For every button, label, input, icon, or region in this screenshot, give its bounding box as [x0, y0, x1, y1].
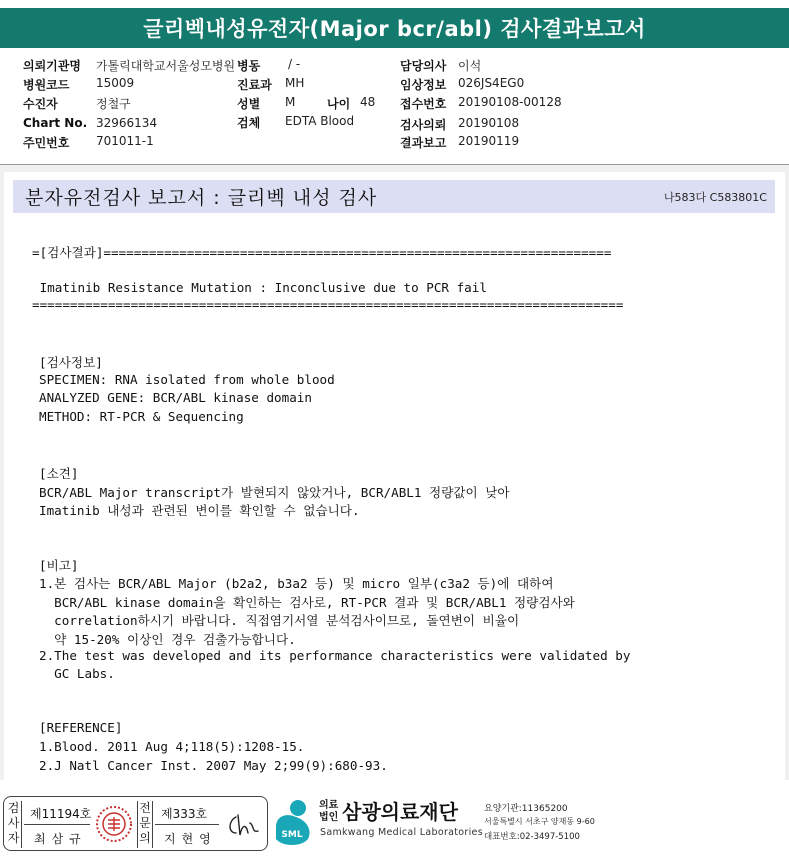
- note-line-4: 약 15-20% 이상인 경우 검출가능합니다.: [39, 632, 296, 647]
- finding-line-1: BCR/ABL Major transcript가 발현되지 않았거나, BCR/ABL1 정량값이 낮아: [39, 485, 510, 500]
- report-date-value: 20190119: [458, 134, 520, 148]
- doctor-label: 담당의사: [400, 59, 447, 73]
- note-line-3: correlation하시기 바랍니다. 직접염기서열 분석검사이므로, 돌연변이 비율이: [39, 613, 520, 628]
- org-prefix-top: 의료: [319, 800, 339, 811]
- institution-number: 요양기관:11365200: [484, 804, 568, 814]
- id-label: 주민번호: [23, 136, 70, 150]
- ward-label: 병동: [237, 59, 261, 73]
- org-name-english: Samkwang Medical Laboratories: [320, 827, 483, 838]
- age-label: 나이: [327, 97, 351, 111]
- info-header: [검사정보]: [39, 355, 103, 370]
- org-prefix-bottom: 법인: [319, 812, 339, 823]
- clinical-label: 임상정보: [400, 78, 447, 92]
- confirmer-name: 지현영: [164, 832, 217, 846]
- tester-name: 최삼규: [34, 832, 87, 846]
- specimen-value: EDTA Blood: [285, 114, 355, 128]
- confirmer-license: 제333호: [161, 807, 208, 821]
- hospital-code-value: 15009: [96, 76, 135, 90]
- sml-logo-icon: [272, 799, 314, 847]
- ward-value: / -: [288, 57, 301, 71]
- info-line-1: SPECIMEN: RNA isolated from whole blood: [39, 372, 335, 387]
- finding-header: [소견]: [39, 466, 79, 481]
- phone: 대표번호:02-3497-5100: [484, 832, 580, 842]
- reference-line-2: 2.J Natl Cancer Inst. 2007 May 2;99(9):680-93.: [39, 758, 388, 773]
- confirmer-label: 전문의: [137, 801, 153, 848]
- result-header: =[검사결과]===================================================================: [32, 245, 612, 260]
- receipt-label: 접수번호: [400, 97, 447, 111]
- report-date-label: 결과보고: [400, 136, 447, 150]
- age-value: 48: [360, 95, 376, 109]
- request-label: 검사의뢰: [400, 118, 447, 132]
- finding-line-2: Imatinib 내성과 관련된 변이를 확인할 수 없습니다.: [39, 503, 360, 518]
- institution-label: 의뢰기관명: [23, 59, 81, 73]
- sex-value: M: [285, 95, 296, 109]
- patient-info: [0, 55, 789, 155]
- dept-label: 진료과: [237, 78, 272, 92]
- section-title: 분자유전검사 보고서 : 글리벡 내성 검사: [25, 187, 378, 209]
- tester-label: 검사자: [6, 801, 22, 848]
- signature-box: [3, 796, 268, 851]
- name-label: 수진자: [23, 97, 58, 111]
- seal-stamp-icon: [92, 803, 136, 845]
- hospital-code-label: 병원코드: [23, 78, 70, 92]
- institution-value: 가톨릭대학교서울성모병원: [96, 59, 236, 73]
- result-rule: ==============================================================================: [32, 297, 624, 312]
- section-code: 나583다 C583801C: [663, 190, 767, 204]
- request-value: 20190108: [458, 116, 520, 130]
- chart-value: 32966134: [96, 116, 158, 130]
- info-line-2: ANALYZED GENE: BCR/ABL kinase domain: [39, 390, 312, 405]
- sex-label: 성별: [237, 97, 261, 111]
- svg-text:SML: SML: [281, 830, 303, 840]
- note-line-5: 2.The test was developed and its performance characteristics were validated by: [39, 648, 631, 663]
- report-panel: [4, 172, 785, 780]
- reference-header: [REFERENCE]: [39, 720, 123, 735]
- doctor-value: 이석: [458, 59, 482, 73]
- org-name: 삼광의료재단: [342, 800, 458, 824]
- note-line-6: GC Labs.: [39, 666, 115, 681]
- signature-icon: [224, 811, 264, 841]
- section-header: [13, 180, 775, 213]
- note-line-1: 1.본 검사는 BCR/ABL Major (b2a2, b3a2 등) 및 micro 일부(c3a2 등)에 대하여: [39, 576, 554, 591]
- tester-license: 제11194호: [30, 807, 92, 821]
- address: 서울특별시 서초구 양재동 9-60: [484, 817, 595, 826]
- note-header: [비고]: [39, 558, 79, 573]
- receipt-value: 20190108-00128: [458, 95, 562, 109]
- report-title: 글리벡내성유전자(Major bcr/abl) 검사결과보고서: [0, 8, 789, 48]
- footer: [0, 790, 789, 861]
- specimen-label: 검체: [237, 116, 261, 130]
- result-text: Imatinib Resistance Mutation : Inconclusive due to PCR fail: [32, 280, 487, 295]
- note-line-2: BCR/ABL kinase domain을 확인하는 검사로, RT-PCR 결과 및 BCR/ABL1 정량검사와: [39, 595, 575, 610]
- reference-line-1: 1.Blood. 2011 Aug 4;118(5):1208-15.: [39, 739, 305, 754]
- dept-value: MH: [285, 76, 305, 90]
- info-line-3: METHOD: RT-PCR & Sequencing: [39, 409, 244, 424]
- id-value: 701011-1: [96, 134, 154, 148]
- name-value: 정철구: [96, 97, 131, 111]
- clinical-value: 026JS4EG0: [458, 76, 525, 90]
- chart-label: Chart No.: [23, 116, 88, 130]
